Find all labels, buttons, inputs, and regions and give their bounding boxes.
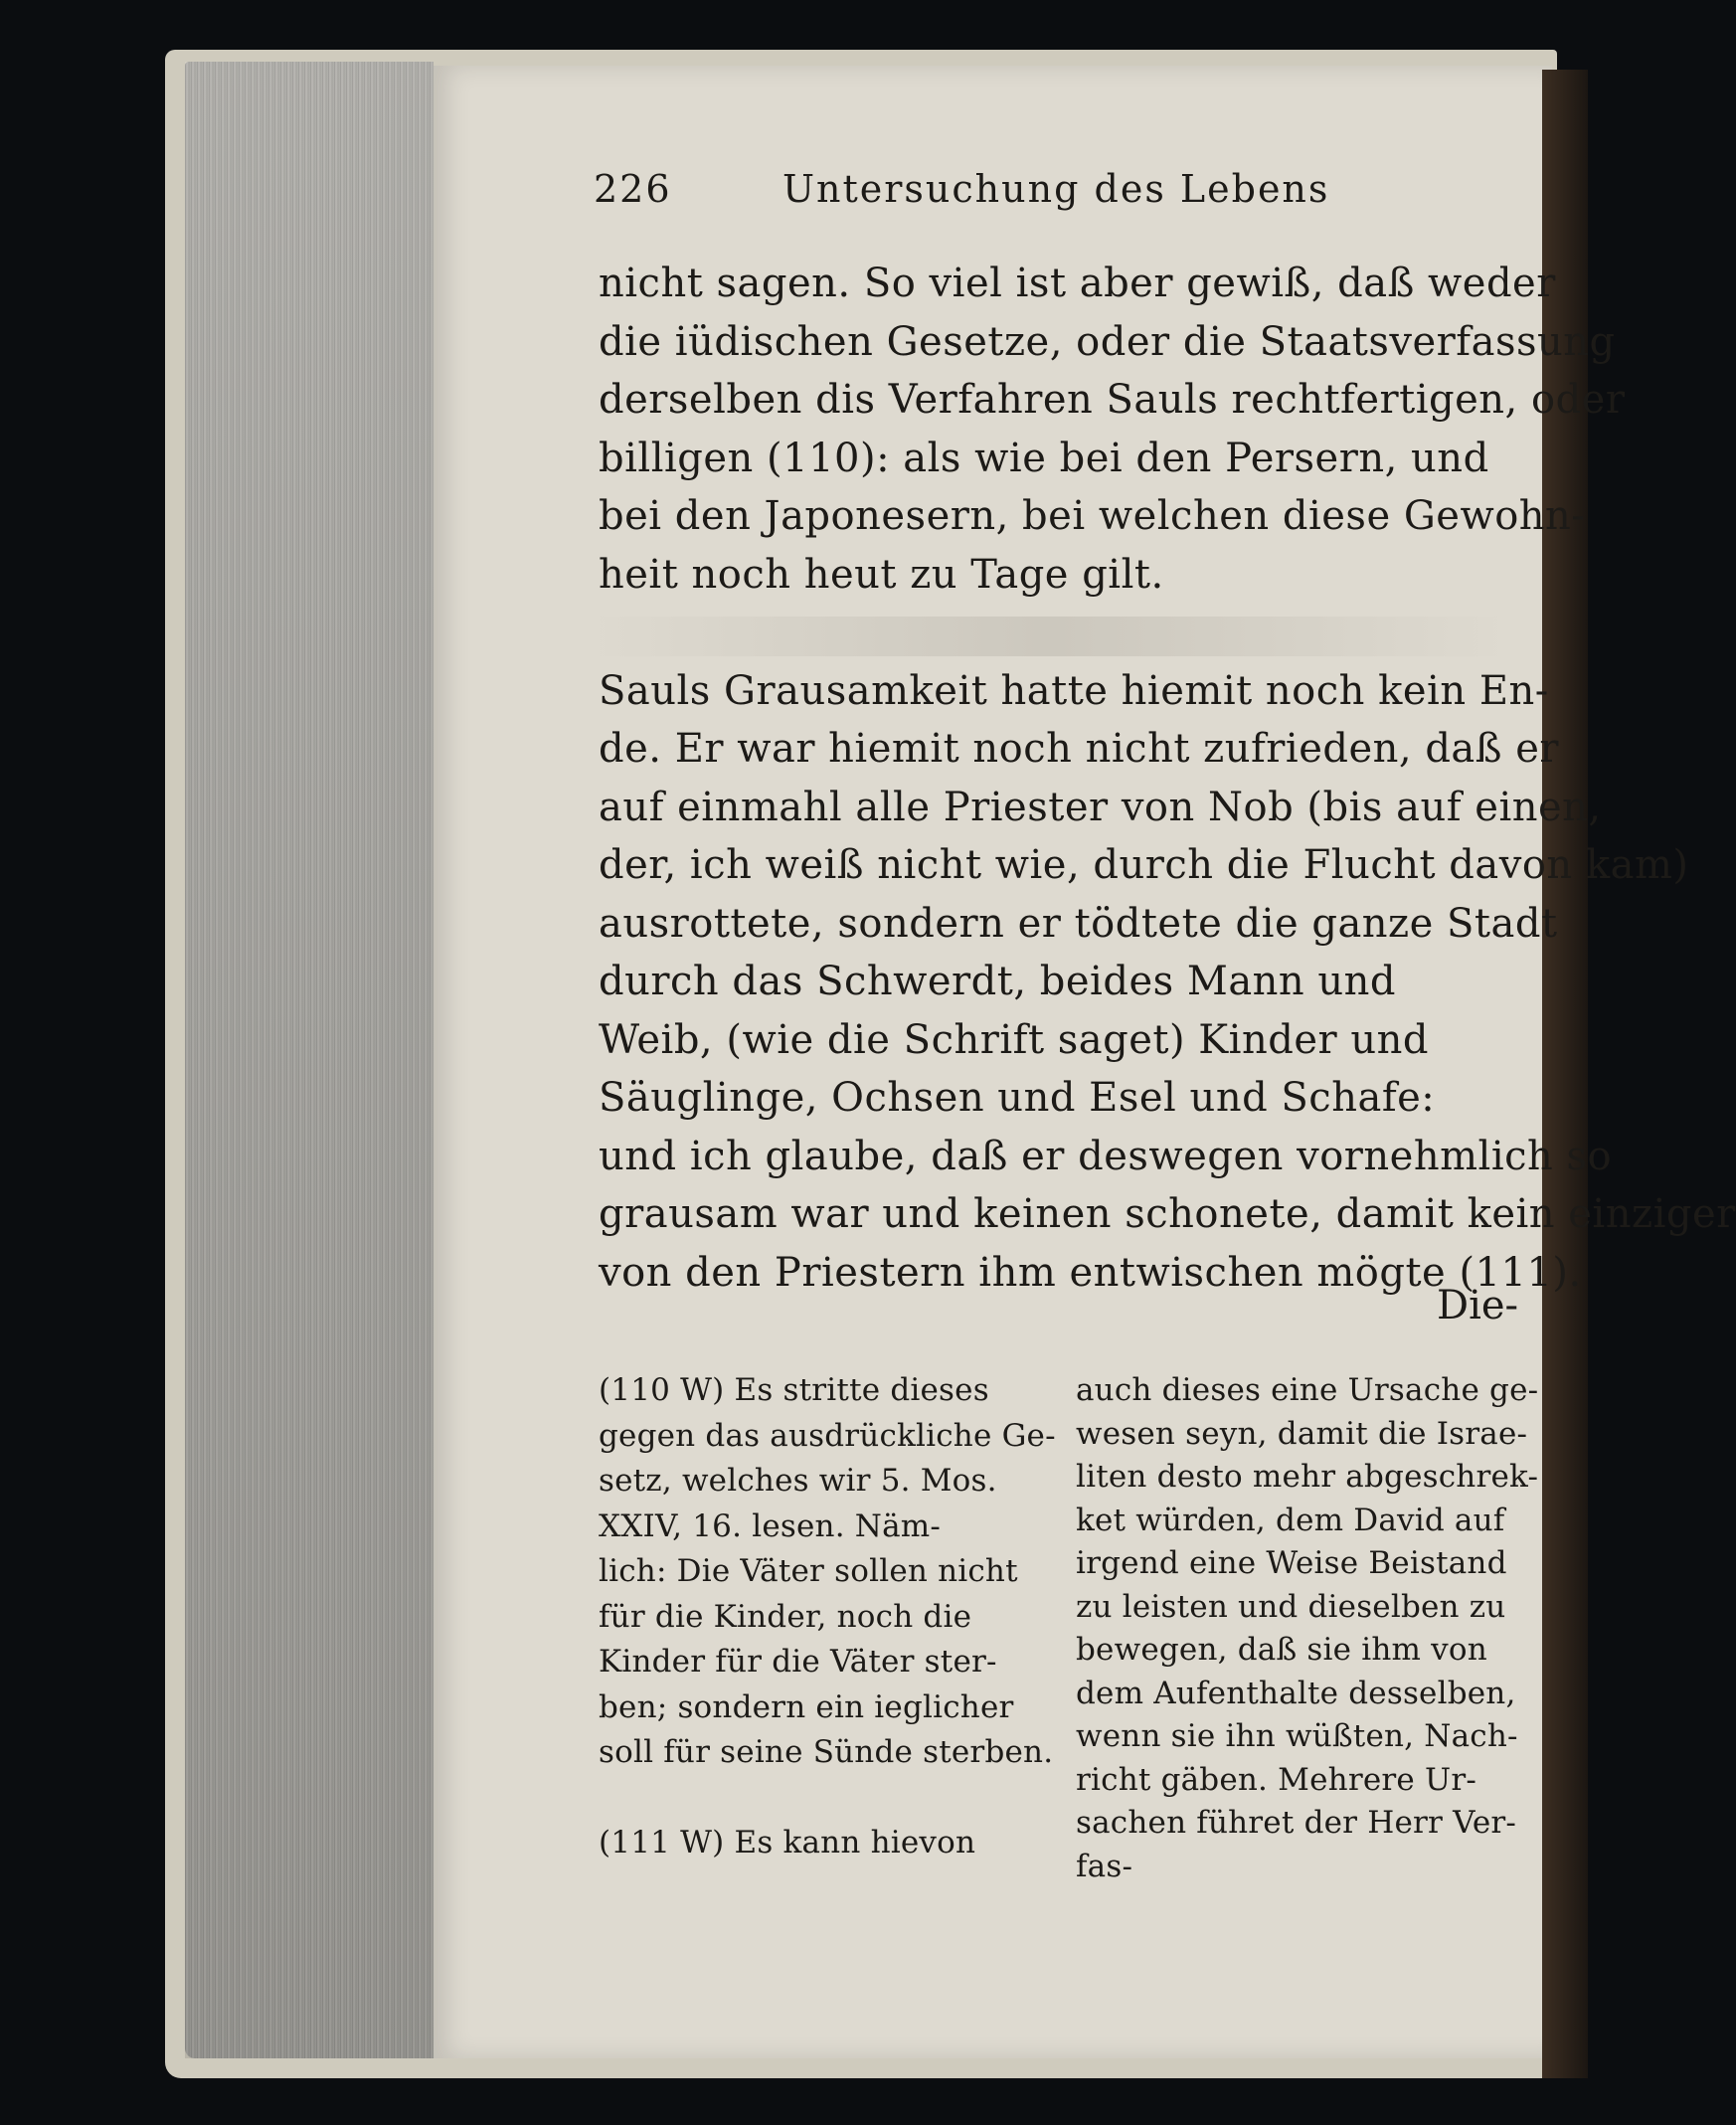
footnote-line: auch dieses eine Ursache ge- bbox=[1076, 1372, 1539, 1408]
footnote-line: lich: Die Väter sollen nicht bbox=[599, 1553, 1018, 1589]
footnote-line: setz, welches wir 5. Mos. bbox=[599, 1463, 997, 1499]
page-number: 226 bbox=[594, 167, 672, 211]
footnote-line: (110 W) Es stritte dieses bbox=[599, 1372, 989, 1408]
facing-page-edge bbox=[1542, 70, 1588, 2078]
footnote-line: zu leisten und dieselben zu bbox=[1076, 1588, 1506, 1625]
text-line: der, ich weiß nicht wie, durch die Flucht davon kam) bbox=[599, 842, 1689, 888]
footnote-column-left bbox=[599, 1372, 1056, 1889]
footnote-line: Kinder für die Väter ster- bbox=[599, 1644, 997, 1680]
text-line: grausam war und keinen schonete, damit kein einziger bbox=[599, 1191, 1736, 1237]
text-line: und ich glaube, daß er deswegen vornehmlich so bbox=[599, 1133, 1613, 1179]
text-line: durch das Schwerdt, beides Mann und bbox=[599, 959, 1397, 1004]
text-line: de. Er war hiemit noch nicht zufrieden, daß er bbox=[599, 726, 1560, 772]
text-line: ausrottete, sondern er tödtete die ganze Stadt bbox=[599, 900, 1558, 947]
footnote-line: dem Aufenthalte desselben, bbox=[1076, 1675, 1516, 1711]
footnote-line: für die Kinder, noch die bbox=[599, 1598, 972, 1635]
page-header bbox=[594, 167, 1512, 223]
running-title: Untersuchung des Lebens bbox=[782, 167, 1330, 211]
footnote-line: XXIV, 16. lesen. Näm- bbox=[599, 1507, 942, 1544]
catchword: Die- bbox=[1437, 1283, 1519, 1328]
text-line: auf einmahl alle Priester von Nob (bis auf einen, bbox=[599, 784, 1602, 830]
footnote-line: fas- bbox=[1076, 1848, 1133, 1884]
footnote-line: gegen das ausdrückliche Ge- bbox=[599, 1417, 1056, 1454]
footnote-line: soll für seine Sünde sterben. bbox=[599, 1734, 1054, 1770]
text-line: Sauls Grausamkeit hatte hiemit noch kein En- bbox=[599, 667, 1549, 714]
footnote-line: wenn sie ihn wüßten, Nach- bbox=[1076, 1718, 1518, 1754]
main-text-block bbox=[599, 261, 1736, 1325]
page-edges bbox=[185, 62, 434, 2058]
footnote-line: wesen seyn, damit die Israe- bbox=[1076, 1415, 1528, 1452]
footnote-line: sachen führet der Herr Ver- bbox=[1076, 1805, 1517, 1841]
footnote-line: (111 W) Es kann hievon bbox=[599, 1825, 976, 1860]
footnote-line: irgend eine Weise Beistand bbox=[1076, 1545, 1507, 1581]
text-line: bei den Japonesern, bei welchen diese Gewohn- bbox=[599, 493, 1586, 539]
text-line: die iüdischen Gesetze, oder die Staatsverfassung bbox=[599, 318, 1616, 365]
text-line: billigen (110): als wie bei den Persern, und bbox=[599, 435, 1489, 481]
footnote-line: bewegen, daß sie ihm von bbox=[1076, 1632, 1487, 1668]
footnote-column-right bbox=[1076, 1372, 1539, 1889]
text-line: Weib, (wie die Schrift saget) Kinder und bbox=[599, 1016, 1429, 1063]
footnote-line: ben; sondern ein ieglicher bbox=[599, 1688, 1014, 1725]
text-line: nicht sagen. So viel ist aber gewiß, daß weder bbox=[599, 261, 1556, 306]
text-line: Säuglinge, Ochsen und Esel und Schafe: bbox=[599, 1075, 1436, 1121]
footnote-line: richt gäben. Mehrere Ur- bbox=[1076, 1761, 1477, 1798]
text-line: derselben dis Verfahren Sauls rechtfertigen, oder bbox=[599, 377, 1626, 423]
text-line: von den Priestern ihm entwischen mögte (111). bbox=[599, 1249, 1582, 1296]
footnote-line: liten desto mehr abgeschrek- bbox=[1076, 1459, 1539, 1495]
footnote-line: ket würden, dem David auf bbox=[1076, 1502, 1505, 1538]
text-line: heit noch heut zu Tage gilt. bbox=[599, 551, 1164, 598]
